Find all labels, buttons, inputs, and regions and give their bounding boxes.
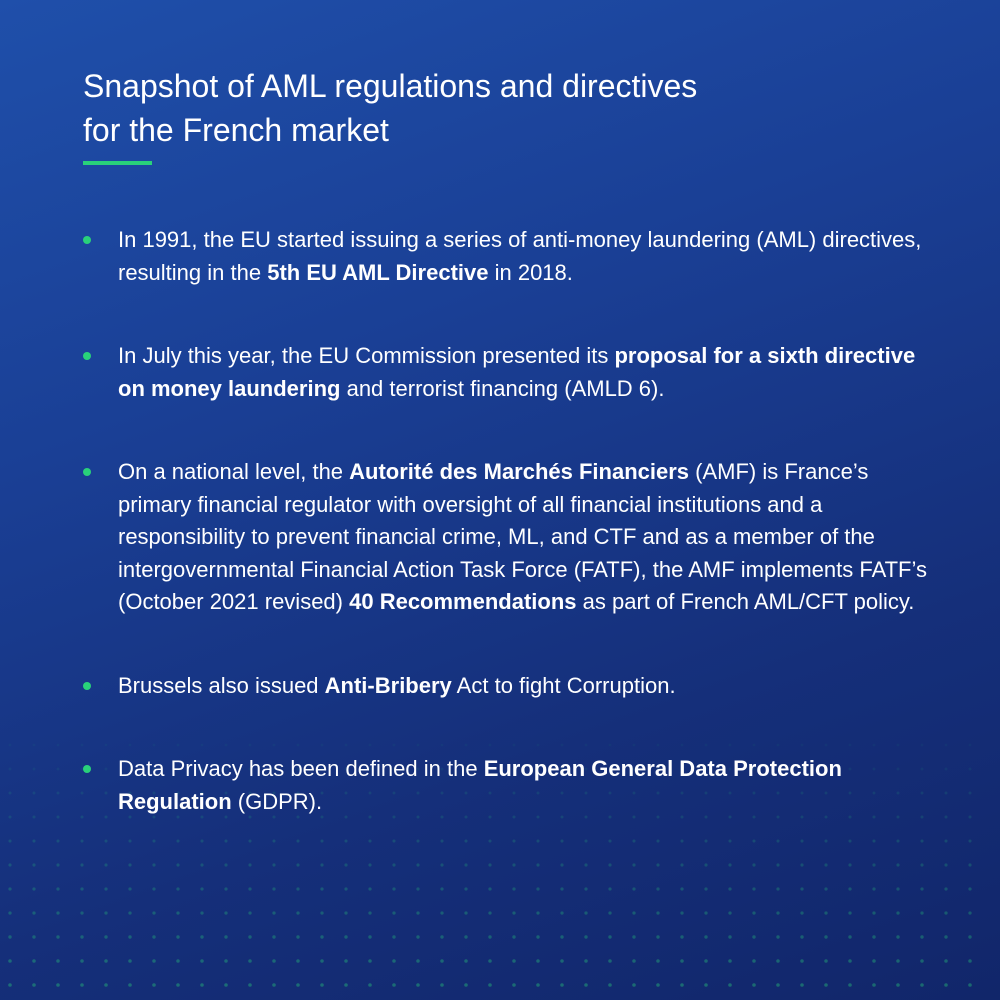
bullet-text-emphasis: Autorité des Marchés Financiers xyxy=(349,459,690,484)
page-title xyxy=(83,64,843,152)
bullet-item-amf xyxy=(83,456,943,619)
bullet-item-amld6 xyxy=(83,340,943,405)
bullet-text-segment: In July this year, the EU Commission presented its xyxy=(118,343,615,368)
page-title-line-2: for the French market xyxy=(83,112,389,148)
bullet-text-segment: In 1991, the EU started issuing a series of anti-money laundering (AML) directives, resulting in the xyxy=(118,227,922,285)
bullet-text-emphasis: proposal for a sixth directive on money laundering xyxy=(118,343,916,401)
bullet-text-segment: Brussels also issued xyxy=(118,672,325,698)
bullet-text-segment: (AMF) is France’s primary financial regulator with oversight of all financial institutions and a responsibility to prevent financial crime, ML, and CTF and as a member of the intergovernmental Financial Action Task Force (FATF), the AMF implements FATF’s (October 2021 revised) xyxy=(118,459,927,614)
bullet-text-emphasis: European General Data Protection Regulation xyxy=(118,756,842,814)
bullet-dot-icon xyxy=(83,236,91,244)
bullet-text-segment: as part of French AML/CFT policy. xyxy=(576,589,915,614)
bullet-text-segment: in 2018. xyxy=(488,259,573,285)
bullet-text-segment: and terrorist financing (AMLD 6). xyxy=(340,375,665,401)
bullet-text-segment: Data Privacy has been defined in the xyxy=(118,756,484,781)
bullet-text-segment: (GDPR). xyxy=(231,788,323,814)
bullet-dot-icon xyxy=(83,468,91,476)
bullet-item-eu-directives xyxy=(83,224,943,289)
page-title-line-1: Snapshot of AML regulations and directives xyxy=(83,68,698,104)
bullet-text-emphasis: 5th EU AML Directive xyxy=(267,259,489,285)
bullet-text-segment: On a national level, the xyxy=(118,459,350,484)
bullet-dot-icon xyxy=(83,352,91,360)
bullet-dot-icon xyxy=(83,682,91,690)
bullet-item-anti-bribery xyxy=(83,670,943,703)
bullet-text-emphasis: 40 Recommendations xyxy=(349,589,577,614)
title-accent-bar xyxy=(83,161,152,165)
bullet-text-segment: Act to fight Corruption. xyxy=(451,672,676,698)
bullet-list xyxy=(83,224,943,818)
bullet-dot-icon xyxy=(83,765,91,773)
bullet-item-gdpr xyxy=(83,753,943,818)
bullet-text-emphasis: Anti-Bribery xyxy=(324,672,452,698)
